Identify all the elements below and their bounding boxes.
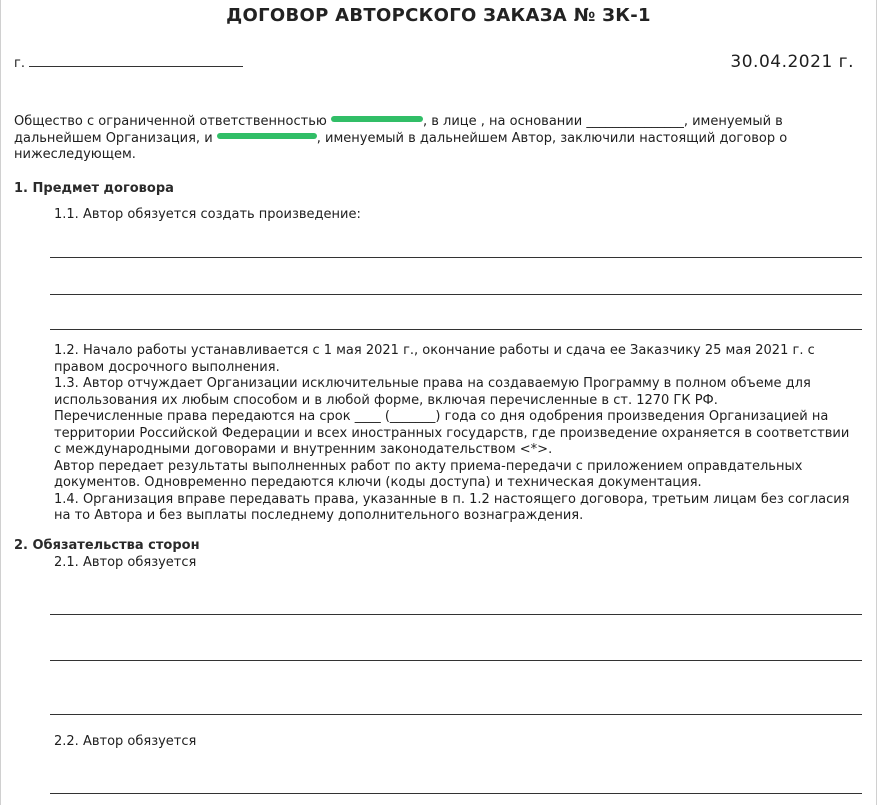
- blank-line: [50, 660, 862, 661]
- blank-line: [50, 294, 862, 295]
- blank-line: [50, 329, 862, 330]
- clause-2-2: 2.2. Автор обязуется: [54, 734, 197, 749]
- city-field: [14, 54, 243, 71]
- clause-1-3-transfer: Автор передает результаты выполненных работ по акту приема-передачи с приложением оправдательных документов. Одновременно передаются ключи (коды доступа) и техническая документация.: [54, 458, 803, 490]
- preamble-part-1: Общество с ограниченной ответственностью: [14, 114, 331, 129]
- clause-1-1: 1.1. Автор обязуется создать произведение:: [54, 207, 361, 222]
- redacted-org-name: [331, 116, 423, 122]
- redacted-author-name: [217, 133, 317, 139]
- city-prefix: г.: [14, 56, 25, 71]
- city-blank-line: [29, 54, 243, 67]
- preamble-part-2: , в лице , на основании _______________, именуемый в дальнейшем Организация, и: [14, 114, 783, 146]
- blank-line: [50, 793, 862, 794]
- blank-line: [50, 257, 862, 258]
- blank-line: [50, 714, 862, 715]
- clause-2-1: 2.1. Автор обязуется: [54, 555, 197, 570]
- document-date: 30.04.2021 г.: [730, 52, 854, 72]
- section-2-heading: 2. Обязательства сторон: [14, 538, 200, 553]
- clause-1-4: 1.4. Организация вправе передавать права, указанные в п. 1.2 настоящего договора, третьим лицам без согласия на то Автора и без выплаты последнему дополнительного вознаграждения.: [54, 491, 850, 523]
- clause-1-3: 1.3. Автор отчуждает Организации исключительные права на создаваемую Программу в полном объеме для использования их любым способом и в любой форме, включая перечисленные в ст. 1270 ГК РФ.: [54, 376, 811, 408]
- clauses-1-2-to-1-4: [54, 343, 854, 525]
- clause-1-3-term: Перечисленные права передаются на срок ____ (_______) года со дня одобрения произведения Организацией на территории Российской Федерации и всех иностранных государств, где произведение охраняется в соответствии с международными договорами и внутренним законодательством <*>.: [54, 409, 850, 457]
- preamble-part-3: , именуемый в дальнейшем Автор, заключили настоящий договор о нижеследующем.: [14, 130, 788, 162]
- blank-line: [50, 614, 862, 615]
- preamble-paragraph: [14, 114, 844, 164]
- document-title: ДОГОВОР АВТОРСКОГО ЗАКАЗА № ЗК-1: [226, 5, 651, 26]
- section-1-heading: 1. Предмет договора: [14, 181, 174, 196]
- clause-1-2: 1.2. Начало работы устанавливается с 1 мая 2021 г., окончание работы и сдача ее Заказчику 25 мая 2021 г. с правом досрочного выполнения.: [54, 343, 815, 375]
